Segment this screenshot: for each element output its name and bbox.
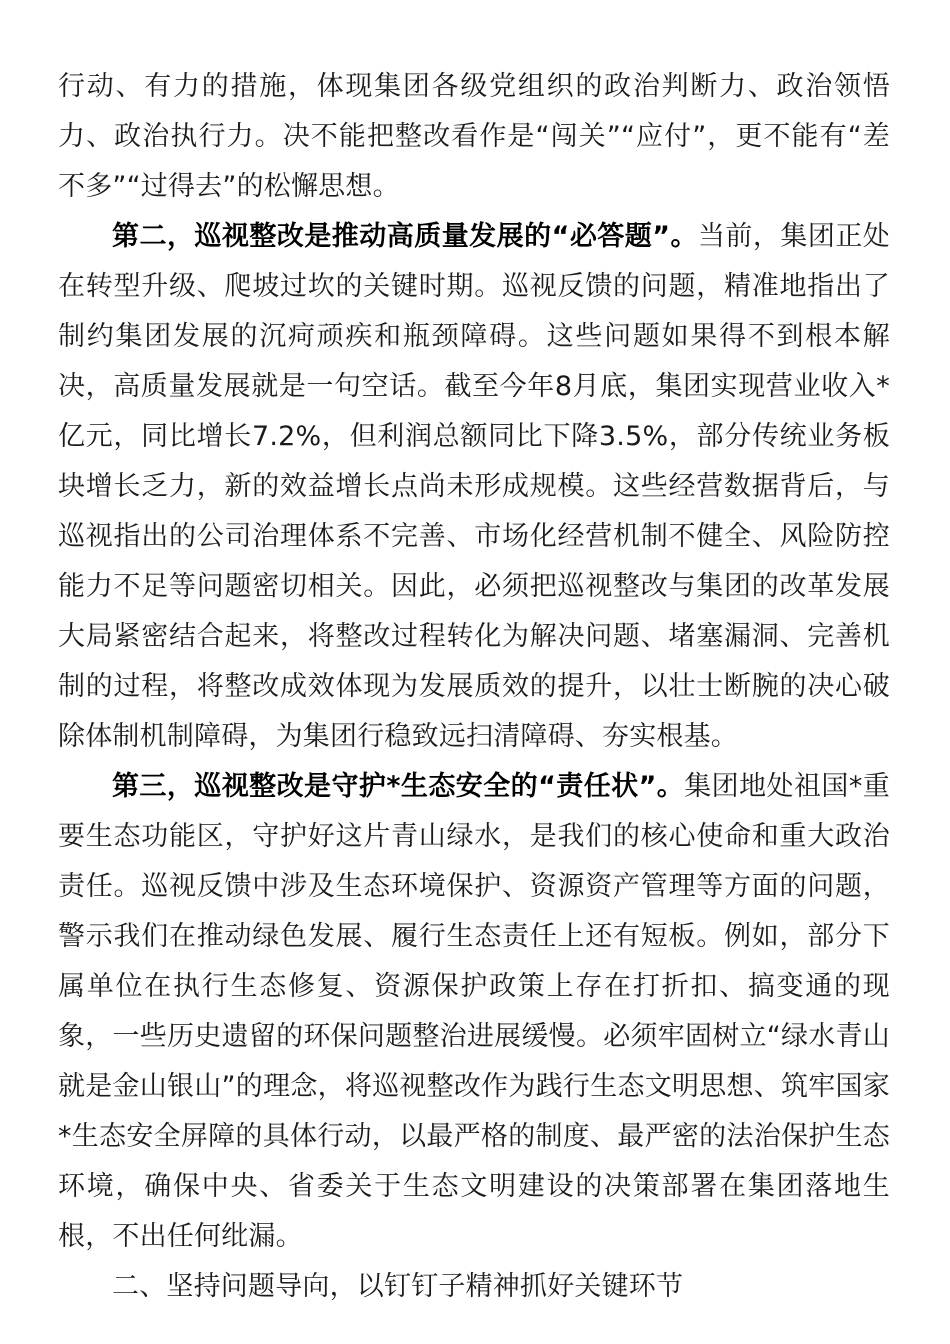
paragraph-second-point — [58, 212, 890, 762]
paragraph-text: 当前，集团正处在转型升级、爬坡过坎的关键时期。巡视反馈的问题，精准地指出了制约集团发展的沉疴顽疾和瓶颈障碍。这些问题如果得不到根本解决，高质量发展就是一句空话。截至今年8月底，集团实现营业收入*亿元，同比增长7.2%，但利润总额同比下降3.5%，部分传统业务板块增长乏力，新的效益增长点尚未形成规模。这些经营数据背后，与巡视指出的公司治理体系不完善、市场化经营机制不健全、风险防控能力不足等问题密切相关。因此，必须把巡视整改与集团的改革发展大局紧密结合起来，将整改过程转化为解决问题、堵塞漏洞、完善机制的过程，将整改成效体现为发展质效的提升，以壮士断腕的决心破除体制机制障碍，为集团行稳致远扫清障碍、夯实根基。 — [58, 221, 891, 752]
paragraph-text: 集团地处祖国*重要生态功能区，守护好这片青山绿水，是我们的核心使命和重大政治责任。巡视反馈中涉及生态环境保护、资源资产管理等方面的问题，警示我们在推动绿色发展、履行生态责任上还有短板。例如，部分下属单位在执行生态修复、资源保护政策上存在打折扣、搞变通的现象，一些历史遗留的环保问题整治进展缓慢。必须牢固树立“绿水青山就是金山银山”的理念，将巡视整改作为践行生态文明思想、筑牢国家*生态安全屏障的具体行动，以最严格的制度、最严密的法治保护生态环境，确保中央、省委关于生态文明建设的决策部署在集团落地生根，不出任何纰漏。 — [58, 771, 890, 1252]
paragraph-lead-bold: 第二，巡视整改是推动高质量发展的“必答题”。 — [112, 221, 698, 252]
paragraph-lead-bold: 第三，巡视整改是守护*生态安全的“责任状”。 — [112, 771, 685, 802]
paragraph-text: 行动、有力的措施，体现集团各级党组织的政治判断力、政治领悟力、政治执行力。决不能把整改看作是“闯关”“应付”，更不能有“差不多”“过得去”的松懈思想。 — [58, 71, 890, 202]
section-heading: 二、坚持问题导向，以钉钉子精神抓好关键环节 — [112, 1271, 684, 1302]
paragraph-third-point — [58, 762, 890, 1262]
document-body — [58, 62, 890, 1312]
paragraph-continuation — [58, 62, 890, 212]
